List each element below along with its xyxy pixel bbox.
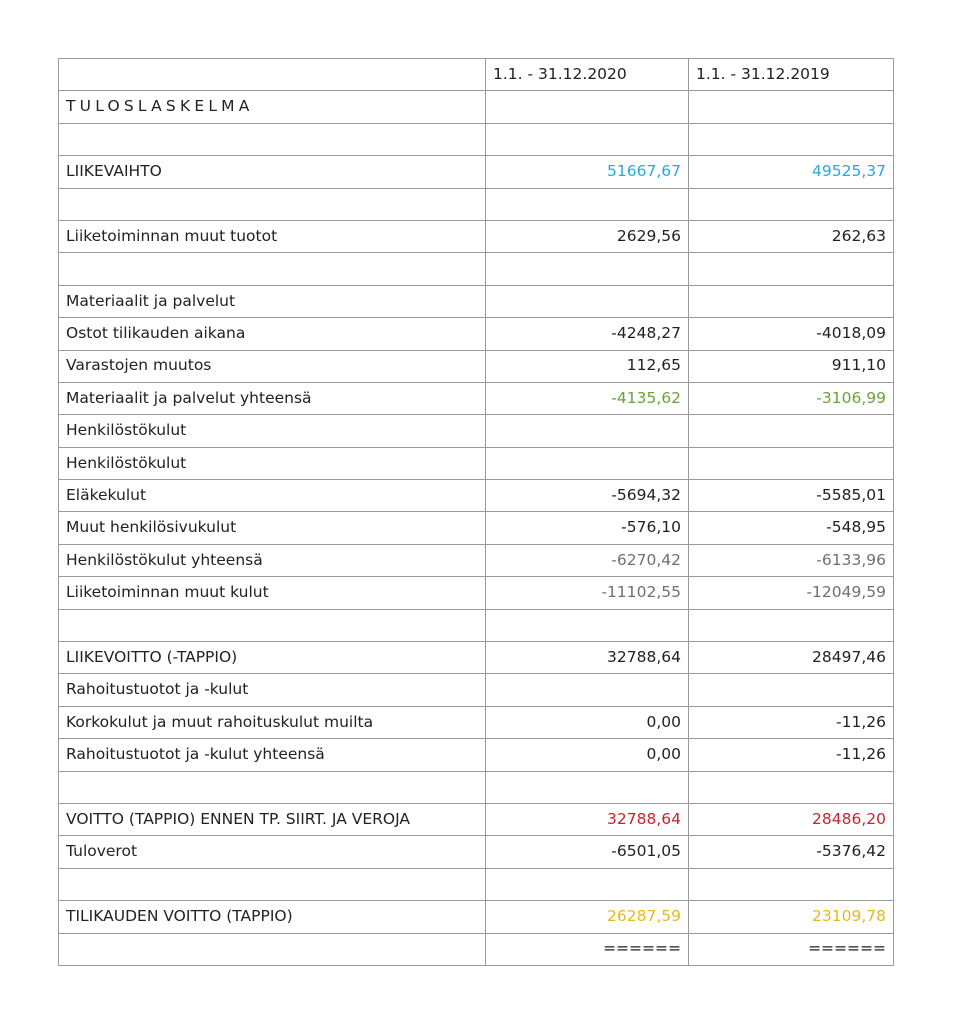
row-voitto-ennen (59, 803, 894, 835)
header-period-2020: 1.1. - 31.12.2020 (486, 59, 689, 91)
row-label: Henkilöstökulut yhteensä (59, 544, 486, 576)
row-materiaalit (59, 285, 894, 317)
row-korkokulut (59, 706, 894, 738)
empty-cell (689, 188, 894, 220)
header-period-2019: 1.1. - 31.12.2019 (689, 59, 894, 91)
spacer-row (59, 253, 894, 285)
empty-cell (59, 188, 486, 220)
empty-cell (486, 447, 689, 479)
row-label: Muut henkilösivukulut (59, 512, 486, 544)
row-label: LIIKEVOITTO (-TAPPIO) (59, 642, 486, 674)
empty-cell (689, 91, 894, 123)
empty-cell (486, 674, 689, 706)
row-henkilostokulut-yhteensa (59, 544, 894, 576)
empty-cell (486, 123, 689, 155)
row-liikevaihto (59, 156, 894, 188)
row-label: Materiaalit ja palvelut yhteensä (59, 382, 486, 414)
value-2019: 28497,46 (689, 642, 894, 674)
row-muut-kulut (59, 577, 894, 609)
empty-cell (689, 771, 894, 803)
value-2019: -11,26 (689, 706, 894, 738)
spacer-row (59, 771, 894, 803)
empty-cell (689, 868, 894, 900)
value-2019: 911,10 (689, 350, 894, 382)
row-henkilostokulut (59, 415, 894, 447)
double-underline-2020: ====== (486, 933, 689, 965)
empty-cell (486, 868, 689, 900)
value-2020: 0,00 (486, 706, 689, 738)
row-label: Liiketoiminnan muut tuotot (59, 220, 486, 252)
value-2020: -4248,27 (486, 318, 689, 350)
row-tilikauden-voitto (59, 901, 894, 933)
row-elakekulut (59, 480, 894, 512)
value-2020: 32788,64 (486, 642, 689, 674)
row-label: Korkokulut ja muut rahoituskulut muilta (59, 706, 486, 738)
value-2020: 0,00 (486, 739, 689, 771)
row-label: Ostot tilikauden aikana (59, 318, 486, 350)
value-2019: 49525,37 (689, 156, 894, 188)
empty-cell (59, 123, 486, 155)
header-empty-cell (59, 59, 486, 91)
spacer-row (59, 188, 894, 220)
value-2020: -6270,42 (486, 544, 689, 576)
value-2020: -5694,32 (486, 480, 689, 512)
empty-cell (486, 91, 689, 123)
empty-cell (59, 933, 486, 965)
empty-cell (59, 609, 486, 641)
empty-cell (486, 609, 689, 641)
empty-cell (486, 253, 689, 285)
value-2019: -11,26 (689, 739, 894, 771)
row-label: Henkilöstökulut (59, 447, 486, 479)
row-label: Tuloverot (59, 836, 486, 868)
row-henkilostokulut-sub (59, 447, 894, 479)
row-label: TILIKAUDEN VOITTO (TAPPIO) (59, 901, 486, 933)
spacer-row (59, 123, 894, 155)
empty-cell (59, 868, 486, 900)
value-2019: -6133,96 (689, 544, 894, 576)
row-label: Liiketoiminnan muut kulut (59, 577, 486, 609)
row-muut-henkilosivukulut (59, 512, 894, 544)
value-2020: 26287,59 (486, 901, 689, 933)
value-2020: 51667,67 (486, 156, 689, 188)
value-2020: -576,10 (486, 512, 689, 544)
row-muut-tuotot (59, 220, 894, 252)
row-label: Materiaalit ja palvelut (59, 285, 486, 317)
row-label: Eläkekulut (59, 480, 486, 512)
value-2020: 2629,56 (486, 220, 689, 252)
row-ostot (59, 318, 894, 350)
value-2019: -548,95 (689, 512, 894, 544)
empty-cell (689, 123, 894, 155)
row-materiaalit-yhteensa (59, 382, 894, 414)
empty-cell (689, 253, 894, 285)
row-rahoitus (59, 674, 894, 706)
empty-cell (689, 447, 894, 479)
value-2019: -12049,59 (689, 577, 894, 609)
value-2020: -4135,62 (486, 382, 689, 414)
value-2019: 28486,20 (689, 803, 894, 835)
empty-cell (59, 253, 486, 285)
value-2020: -11102,55 (486, 577, 689, 609)
header-row (59, 59, 894, 91)
empty-cell (689, 674, 894, 706)
value-2019: -5585,01 (689, 480, 894, 512)
row-label: VOITTO (TAPPIO) ENNEN TP. SIIRT. JA VEROJA (59, 803, 486, 835)
spacer-row (59, 609, 894, 641)
row-varastojen-muutos (59, 350, 894, 382)
spacer-row (59, 868, 894, 900)
value-2019: -4018,09 (689, 318, 894, 350)
empty-cell (486, 415, 689, 447)
value-2019: -3106,99 (689, 382, 894, 414)
value-2019: 23109,78 (689, 901, 894, 933)
row-liikevoitto (59, 642, 894, 674)
value-2019: 262,63 (689, 220, 894, 252)
row-rahoitus-yhteensa (59, 739, 894, 771)
row-label: Varastojen muutos (59, 350, 486, 382)
row-tuloverot (59, 836, 894, 868)
empty-cell (486, 188, 689, 220)
value-2019: -5376,42 (689, 836, 894, 868)
double-underline-2019: ====== (689, 933, 894, 965)
empty-cell (59, 771, 486, 803)
empty-cell (689, 415, 894, 447)
empty-cell (486, 771, 689, 803)
value-2020: 32788,64 (486, 803, 689, 835)
value-2020: -6501,05 (486, 836, 689, 868)
row-label: Rahoitustuotot ja -kulut yhteensä (59, 739, 486, 771)
empty-cell (689, 285, 894, 317)
empty-cell (689, 609, 894, 641)
row-label: Rahoitustuotot ja -kulut (59, 674, 486, 706)
income-statement-table (58, 58, 894, 966)
row-double-underline (59, 933, 894, 965)
empty-cell (486, 285, 689, 317)
title-row (59, 91, 894, 123)
row-label: LIIKEVAIHTO (59, 156, 486, 188)
row-label: Henkilöstökulut (59, 415, 486, 447)
value-2020: 112,65 (486, 350, 689, 382)
statement-title: TULOSLASKELMA (59, 91, 486, 123)
